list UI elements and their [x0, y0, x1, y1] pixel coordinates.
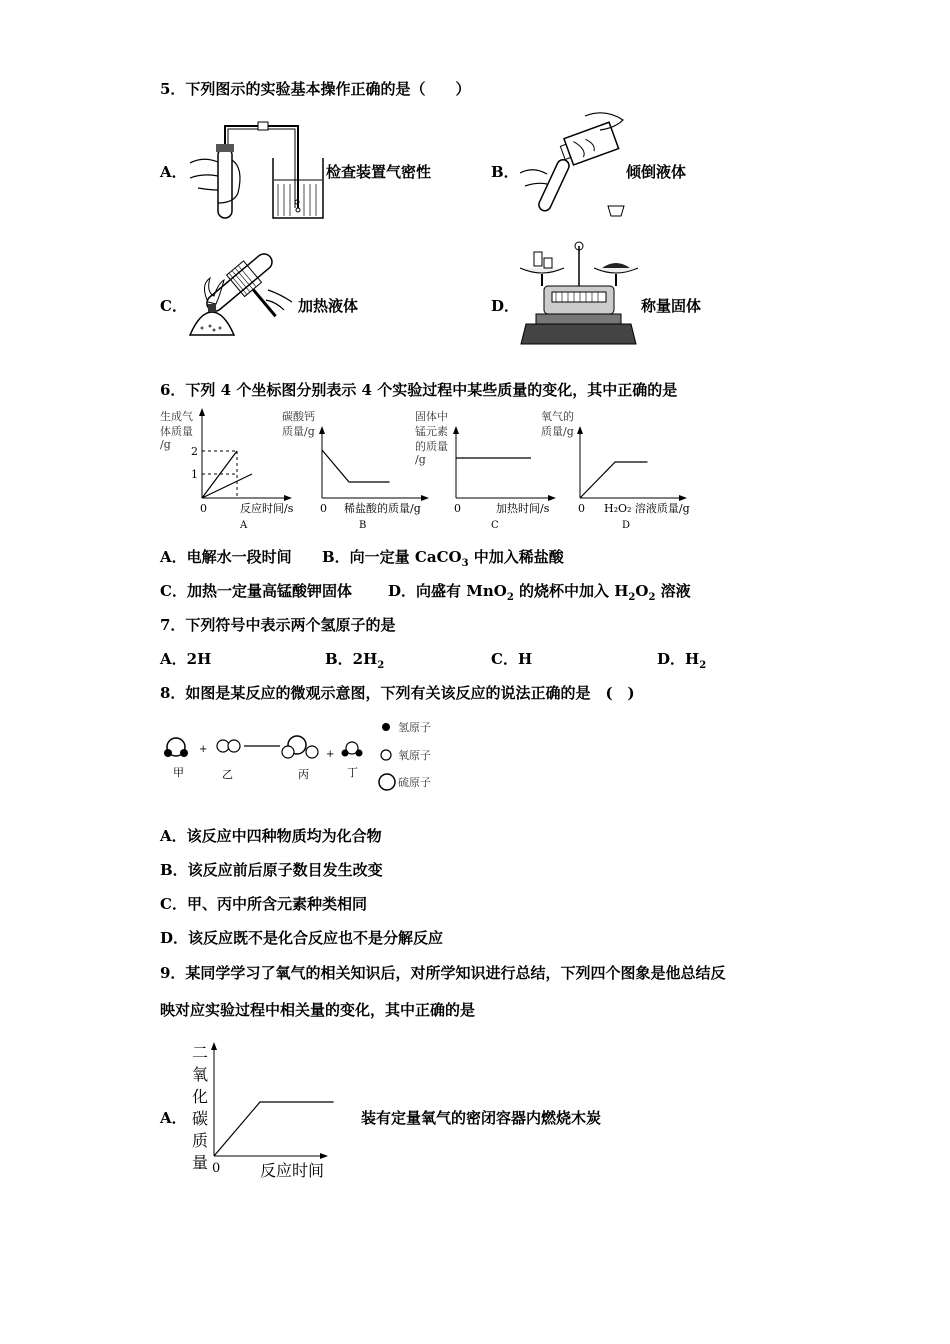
name-ding: 丁 [347, 766, 358, 779]
graph-c-ylabel-line4: /g [415, 453, 426, 466]
graph-a-tick-2: 2 [191, 445, 198, 458]
q7-option-d [657, 648, 706, 671]
molecule-ding [342, 742, 363, 757]
graph-a-origin: 0 [200, 502, 207, 515]
q9-stem-line2: 映对应实验过程中相关量的变化，其中正确的是 [160, 1001, 476, 1019]
q6-option-b [322, 546, 564, 569]
graph-c-tag: C [491, 520, 499, 531]
q9-ylabel-char-5: 质 [192, 1131, 209, 1150]
q9-origin: 0 [212, 1161, 221, 1176]
q6-stem: 6．下列 4 个坐标图分别表示 4 个实验过程中某些质量的变化，其中正确的是 [160, 381, 678, 399]
q6-option-d-mid: 的烧杯中加入 [513, 582, 615, 600]
q5-option-c-letter: C． [160, 297, 187, 315]
plus-1: + [199, 744, 208, 755]
graph-b-ylabel-line2: 质量/g [282, 425, 315, 438]
q6-option-b-pre: B．向一定量 [322, 548, 415, 566]
q6-option-d [388, 580, 691, 603]
q8-option-a: A．该反应中四种物质均为化合物 [160, 827, 382, 845]
q9-option-a-text: 装有定量氧气的密闭容器内燃烧木炭 [361, 1109, 602, 1127]
q7-stem: 7．下列符号中表示两个氢原子的是 [160, 616, 396, 634]
graph-d-ylabel-line1: 氧气的 [541, 410, 574, 423]
legend-hydrogen: 氢原子 [398, 721, 431, 734]
name-jia: 甲 [173, 766, 184, 779]
legend-sulfur-icon [379, 774, 395, 790]
graph-a-ylabel-line1: 生成气 [160, 410, 193, 423]
q8-stem: 8．如图是某反应的微观示意图，下列有关该反应的说法正确的是 ( ) [160, 684, 635, 702]
q9-graph-a-series [214, 1102, 334, 1156]
legend-hydrogen-icon [382, 723, 390, 731]
q6-option-b-sub: 3 [461, 558, 469, 569]
q9-stem-line1: 9．某同学学习了氧气的相关知识后，对所学知识进行总结，下列四个图象是他总结反 [160, 964, 726, 982]
q7-option-d-sub: 2 [699, 660, 707, 671]
q8-option-d: D．该反应既不是化合反应也不是分解反应 [160, 929, 444, 947]
reaction-diagram [160, 715, 460, 805]
weighing-balance-image [516, 238, 641, 350]
graph-c-ylabel-line1: 固体中 [415, 410, 448, 423]
q9-ylabel-char-1: 二 [192, 1043, 209, 1062]
q9-ylabel-char-4: 碳 [192, 1109, 209, 1128]
q5-option-b-label: 倾倒液体 [626, 163, 687, 181]
graph-d-ylabel-line2: 质量/g [541, 425, 574, 438]
q9-ylabel-char-2: 氧 [192, 1065, 209, 1084]
q6-option-d-formula: MnO [466, 582, 507, 600]
graph-a-xlabel: 反应时间/s [240, 502, 294, 515]
graph-a-tick-1: 1 [191, 468, 198, 481]
graph-c-ylabel-line3: 的质量 [415, 440, 448, 453]
graph-c-origin: 0 [454, 502, 461, 515]
graph-a-ylabel-line2: 体质量 [160, 425, 193, 438]
heating-liquid-image [180, 240, 300, 350]
q6-option-d-formula2a: H [614, 582, 629, 600]
legend-sulfur: 硫原子 [398, 776, 431, 789]
q9-ylabel-char-3: 化 [192, 1087, 209, 1106]
graph-b-origin: 0 [320, 502, 327, 515]
molecule-jia [164, 738, 188, 757]
q6-option-a: A．电解水一段时间 [160, 548, 292, 566]
q5-stem: 5．下列图示的实验基本操作正确的是（ ） [160, 80, 471, 98]
graph-d-series [580, 462, 648, 498]
q8-option-b: B．该反应前后原子数目发生改变 [160, 861, 383, 879]
q5-option-c-label: 加热液体 [298, 297, 359, 315]
q9-xlabel: 反应时间 [260, 1161, 325, 1180]
graph-b-tag: B [359, 520, 367, 531]
q7-option-b [325, 648, 384, 671]
pouring-liquid-image [515, 108, 630, 220]
plus-2: + [326, 749, 335, 760]
q5-option-a-label: 检查装置气密性 [326, 163, 432, 181]
name-yi: 乙 [222, 768, 233, 781]
graph-c-xlabel: 加热时间/s [496, 502, 550, 515]
q5-option-d-label: 称量固体 [641, 297, 702, 315]
q5-option-b-letter: B． [491, 163, 519, 181]
legend-oxygen-icon [381, 750, 391, 760]
q7-option-b-sub: 2 [377, 660, 385, 671]
name-bing: 丙 [298, 768, 309, 781]
q5-option-a-letter: A． [160, 163, 187, 181]
q7-option-a: A．2H [160, 650, 212, 668]
q5-option-d-letter: D． [491, 297, 520, 315]
q7-option-c: C．H [491, 650, 533, 668]
graph-d-xlabel: H₂O₂ 溶液质量/g [604, 502, 690, 515]
q6-option-d-sub2a: 2 [628, 592, 636, 603]
graph-b-series [322, 450, 390, 482]
graph-d [558, 400, 698, 540]
graph-d-tag: D [622, 520, 631, 531]
q9-graph-a [188, 1038, 338, 1188]
q6-option-d-post: 溶液 [655, 582, 691, 600]
graph-c-ylabel-line2: 锰元素 [415, 425, 448, 438]
graph-a-tag: A [240, 520, 248, 531]
graph-b-xlabel: 稀盐酸的质量/g [344, 502, 421, 515]
molecule-bing [282, 736, 318, 758]
q7-option-b-text: B．2H [325, 650, 378, 668]
q7-option-d-text: D．H [657, 650, 700, 668]
graph-d-origin: 0 [578, 502, 585, 515]
q9-option-a-letter: A． [160, 1109, 187, 1127]
q6-option-b-formula: CaCO [414, 548, 462, 566]
graph-a-series-2 [202, 474, 252, 498]
q8-option-c: C．甲、丙中所含元素种类相同 [160, 895, 367, 913]
q6-option-d-pre: D．向盛有 [388, 582, 467, 600]
molecule-yi [217, 740, 240, 752]
q6-option-d-sub: 2 [506, 592, 514, 603]
q6-option-d-sub2b: 2 [648, 592, 656, 603]
graph-a-series-1 [202, 451, 237, 498]
graph-a-ylabel-line3: /g [160, 438, 171, 451]
q9-ylabel-char-6: 量 [192, 1153, 209, 1172]
legend-oxygen: 氧原子 [398, 749, 431, 762]
q6-option-c: C．加热一定量高锰酸钾固体 [160, 582, 352, 600]
airtightness-check-image [188, 118, 328, 223]
graph-b-ylabel-line1: 碳酸钙 [282, 410, 315, 423]
q6-option-d-formula2b: O [635, 582, 649, 600]
q6-option-b-post: 中加入稀盐酸 [468, 548, 564, 566]
